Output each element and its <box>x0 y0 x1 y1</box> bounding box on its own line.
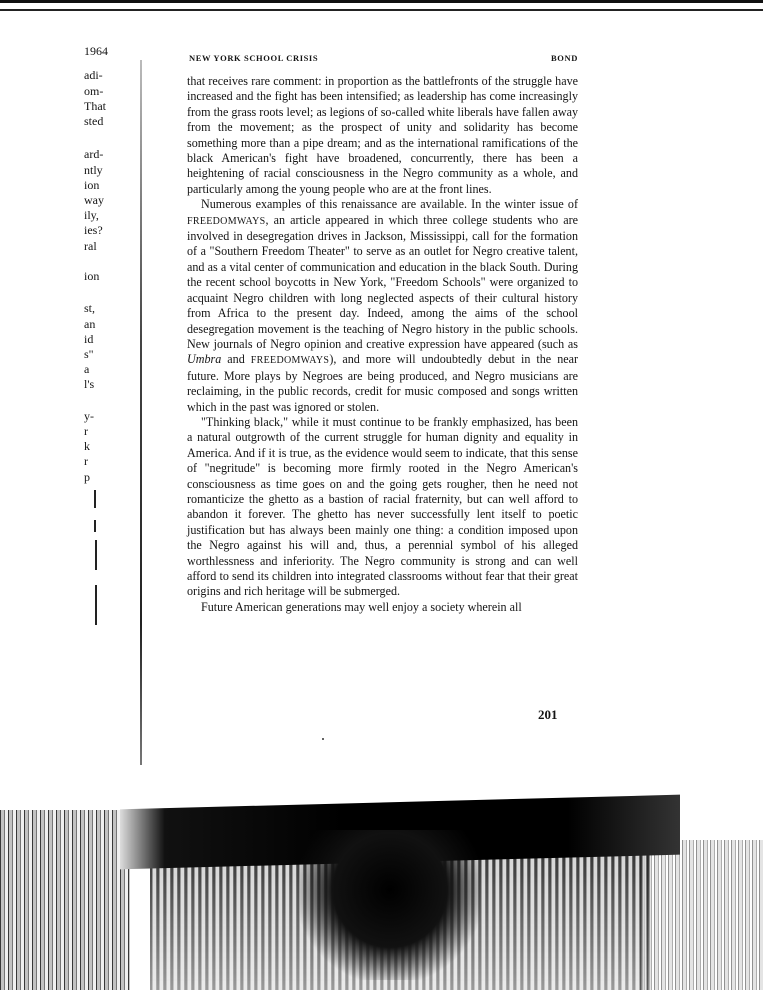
margin-fragment: 1964 <box>84 44 108 58</box>
previous-page-margin <box>80 40 120 740</box>
margin-fragment: adi- <box>84 68 103 82</box>
margin-fragment: ies? <box>84 223 103 237</box>
margin-fragment: k <box>84 439 90 453</box>
journal-name-italic: Umbra <box>187 352 222 367</box>
margin-fragment: l's <box>84 377 95 391</box>
margin-fragment: y- <box>84 409 94 423</box>
margin-fragment: r <box>84 424 88 438</box>
paragraph: that receives rare comment: in proportion as the battlefronts of the struggle have increased and the fight has been intensified; as leadership has come increasingly from the grass roots level; as legions of so-called white liberals have fallen away from the movement; as the prospect of unity and solidarity has become something more than a pipe dream; and as the international ramifications of the black American's fight have broadened, concurrently, there has been a heightening of racial consciousness in the Negro community as a whole, and particularly among the young people who are at the front lines. <box>187 74 578 196</box>
margin-fragment: p <box>84 470 90 484</box>
journal-name: FREEDOMWAYS <box>250 355 330 367</box>
margin-fragment: a <box>84 362 90 376</box>
margin-fragment: ily, <box>84 208 99 222</box>
margin-fragment: r <box>84 454 88 468</box>
margin-fragment: s" <box>84 347 94 361</box>
running-head <box>189 53 578 63</box>
margin-fragment: ral <box>84 239 97 253</box>
margin-fragment: an <box>84 317 96 331</box>
paragraph: Numerous examples of this renaissance are available. In the winter issue of FREEDOMWAYS, an article appeared in which three college students who are involved in desegregation drives in Jackson, Mississippi, call for the formation of a "Southern Freedom Theater" to serve as an outlet for Negro creative talent, and as a vital center of communication and education in the black South. During the recent school boycotts in New York, "Freedom Schools" were organized to acquaint Negro children with long neglected aspects of their cultural history from Africa to the present day. Indeed, among the aims of the school desegregation movement is the teaching of Negro history in the public schools. New journals of Negro opinion and creative expression have appeared (such as Umbra and FREEDOMWAYS), and more will undoubtedly debut in the near future. More plays by Negroes are being produced, and Negro musicians are reclaiming, in the public records, credit for music composed and songs written which in the past was ignored or stolen. <box>187 197 578 414</box>
margin-fragment: That <box>84 99 106 113</box>
paragraph: Future American generations may well enjoy a society wherein all <box>201 599 522 614</box>
margin-fragment: ion <box>84 269 100 283</box>
scan-top-edge <box>0 0 763 14</box>
scan-bottom-artifact <box>0 770 763 990</box>
margin-fragment: ard- <box>84 147 104 161</box>
margin-fragment: st, <box>84 301 96 315</box>
journal-name: FREEDOMWAYS <box>187 215 266 227</box>
ink-speck <box>322 738 324 740</box>
page-number: 201 <box>538 707 558 722</box>
running-head-title: NEW YORK SCHOOL CRISIS <box>189 53 319 63</box>
margin-fragment: id <box>84 332 94 346</box>
margin-fragment: sted <box>84 114 104 128</box>
running-head-author: BOND <box>551 53 578 63</box>
margin-fragment: way <box>84 193 104 207</box>
margin-fragment: ntly <box>84 163 103 177</box>
margin-fragment: ion <box>84 178 100 192</box>
article-body <box>187 74 578 615</box>
paragraph: "Thinking black," while it must continue to be frankly emphasized, has been a natural outgrowth of the current struggle for human dignity and equality in America. And if it is true, as the evidence would seem to indicate, that this sense of "negritude" is becoming more firmly rooted in the Negro American's consciousness as time goes on and the going gets rougher, then he need not romanticize the ghetto as a bastion of racial fraternity, but can well afford to abandon it forever. The ghetto has never successfully lent itself to poetic justification but has always been mainly one thing: a condition imposed upon the Negro against his will and, thus, a perennial symbol of his alleged worthlessness and inferiority. The Negro community is strong and can well afford to send its children into integrated classrooms without fear that their great origins and rich heritage will be submerged. <box>187 414 578 599</box>
binding-shadow-line <box>140 60 142 765</box>
margin-fragment: om- <box>84 84 104 98</box>
